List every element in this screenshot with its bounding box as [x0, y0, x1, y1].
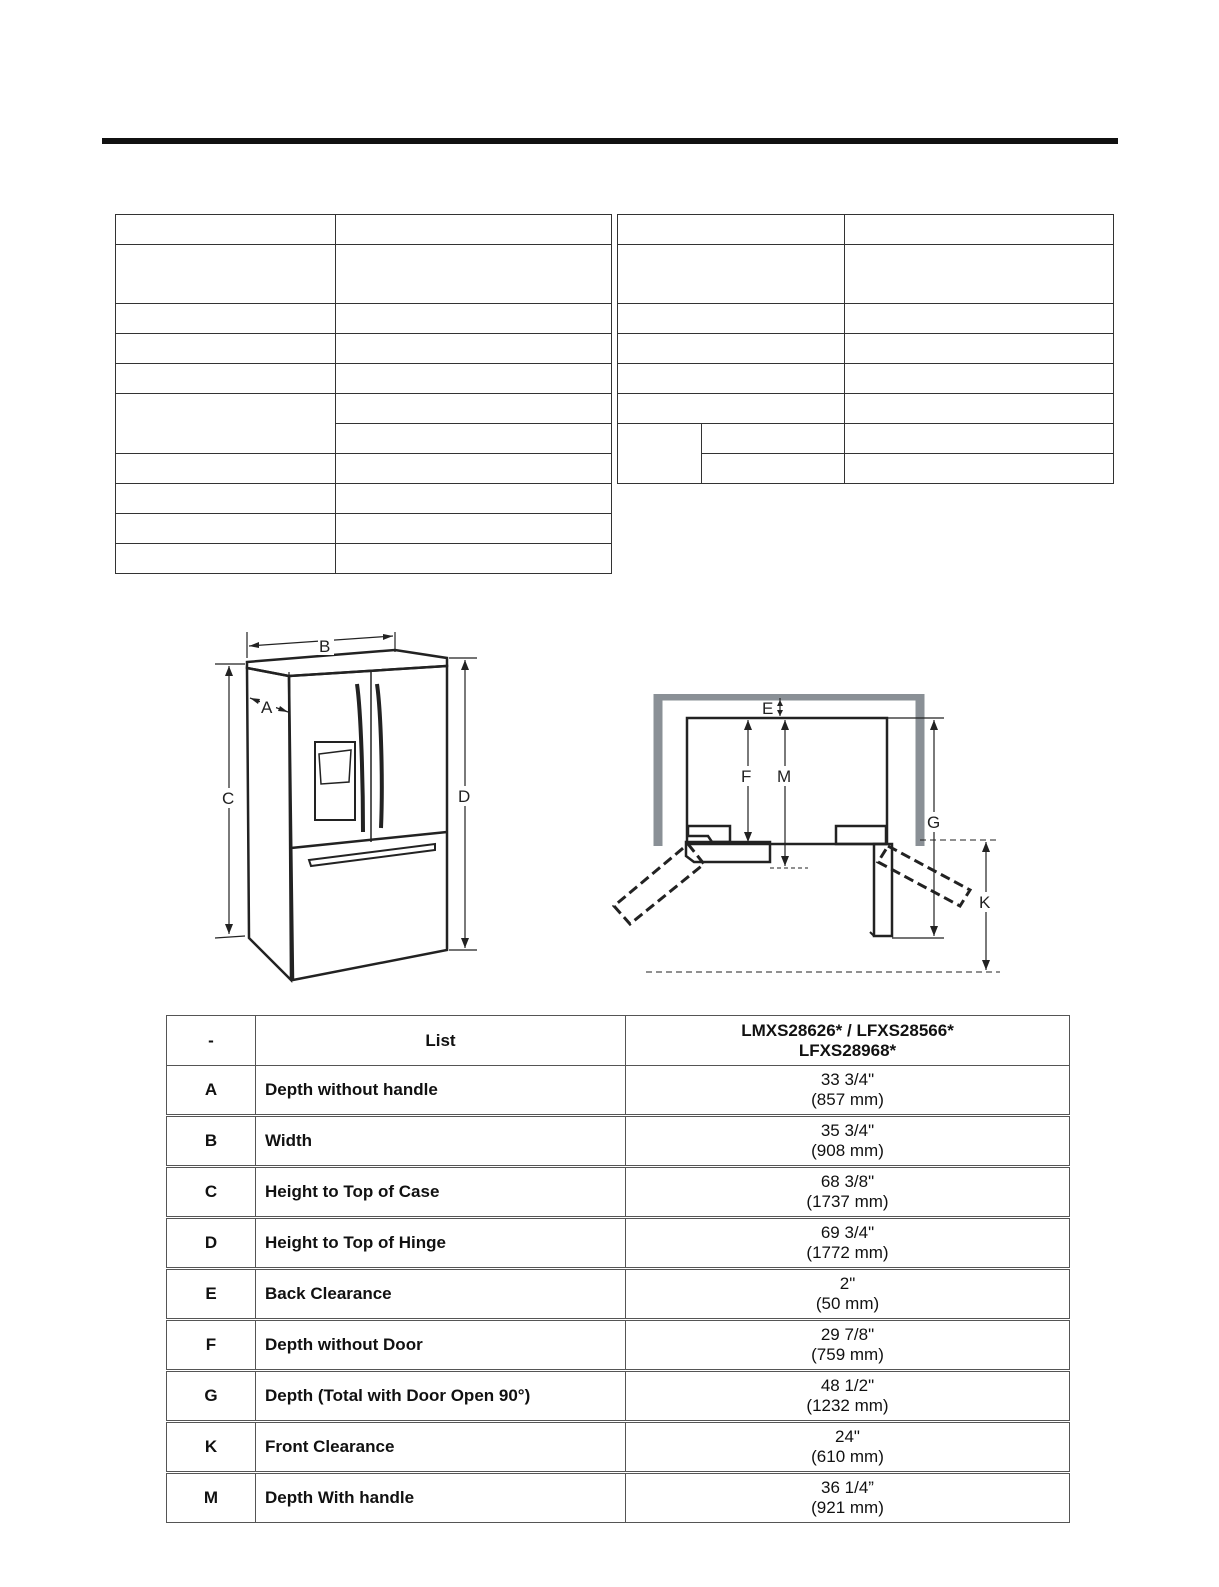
- header-models-line2: LFXS28968*: [798, 1040, 897, 1060]
- row-value: [626, 1167, 1070, 1218]
- header-models: [626, 1016, 1070, 1066]
- value-inches: 68 3/8": [820, 1172, 875, 1191]
- value-mm: (908 mm): [811, 1141, 884, 1160]
- row-label: Width: [256, 1116, 626, 1167]
- row-label: Front Clearance: [256, 1422, 626, 1473]
- row-code: E: [167, 1269, 256, 1320]
- row-value: [626, 1218, 1070, 1269]
- row-label: Depth (Total with Door Open 90°): [256, 1371, 626, 1422]
- value-mm: (1232 mm): [806, 1396, 889, 1415]
- value-inches: 29 7/8": [820, 1325, 875, 1344]
- table-row: [167, 1167, 1070, 1218]
- table-row: [167, 1473, 1070, 1523]
- row-code: F: [167, 1320, 256, 1371]
- row-label: Back Clearance: [256, 1269, 626, 1320]
- value-mm: (921 mm): [811, 1498, 884, 1517]
- row-label: Depth without Door: [256, 1320, 626, 1371]
- table-row: [167, 1218, 1070, 1269]
- table-row: [167, 1066, 1070, 1116]
- row-code: G: [167, 1371, 256, 1422]
- label-B: B: [319, 637, 331, 656]
- value-mm: (1737 mm): [806, 1192, 889, 1211]
- value-inches: 48 1/2": [820, 1376, 875, 1395]
- dimension-table: [166, 1015, 1070, 1523]
- row-code: M: [167, 1473, 256, 1523]
- row-code: D: [167, 1218, 256, 1269]
- label-K: K: [979, 893, 991, 912]
- value-mm: (50 mm): [815, 1294, 880, 1313]
- fridge-dimension-diagram: [215, 632, 495, 1004]
- spec-table-right: [617, 214, 1114, 484]
- header-list: List: [256, 1016, 626, 1066]
- row-code: B: [167, 1116, 256, 1167]
- row-label: Depth With handle: [256, 1473, 626, 1523]
- clearance-plan-diagram: [612, 694, 1024, 989]
- table-row: [167, 1269, 1070, 1320]
- row-code: C: [167, 1167, 256, 1218]
- table-row: [167, 1371, 1070, 1422]
- value-mm: (610 mm): [811, 1447, 884, 1466]
- row-value: [626, 1066, 1070, 1116]
- table-row: [167, 1422, 1070, 1473]
- row-value: [626, 1116, 1070, 1167]
- value-inches: 69 3/4": [820, 1223, 875, 1242]
- value-mm: (857 mm): [811, 1090, 884, 1109]
- value-inches: 24": [835, 1427, 860, 1446]
- label-F: F: [741, 767, 752, 786]
- table-row: [167, 1320, 1070, 1371]
- label-C: C: [222, 789, 235, 808]
- row-value: [626, 1473, 1070, 1523]
- row-label: Height to Top of Hinge: [256, 1218, 626, 1269]
- row-value: [626, 1320, 1070, 1371]
- row-value: [626, 1371, 1070, 1422]
- value-mm: (1772 mm): [806, 1243, 889, 1262]
- row-code: K: [167, 1422, 256, 1473]
- table-row: [167, 1116, 1070, 1167]
- value-inches: 36 1/4”: [821, 1478, 874, 1497]
- value-inches: 2": [839, 1274, 856, 1293]
- row-value: [626, 1269, 1070, 1320]
- spec-table-left: [115, 214, 612, 574]
- value-inches: 33 3/4": [820, 1070, 875, 1089]
- label-M: M: [777, 767, 792, 786]
- table-header-row: [167, 1016, 1070, 1066]
- row-code: A: [167, 1066, 256, 1116]
- value-inches: 35 3/4": [820, 1121, 875, 1140]
- header-models-line1: LMXS28626* / LFXS28566*: [741, 1020, 954, 1040]
- header-code: -: [167, 1016, 256, 1066]
- label-E: E: [762, 699, 774, 718]
- label-G: G: [927, 813, 941, 832]
- row-label: Depth without handle: [256, 1066, 626, 1116]
- label-D: D: [458, 787, 471, 806]
- row-label: Height to Top of Case: [256, 1167, 626, 1218]
- header-rule: [102, 138, 1118, 144]
- label-A: A: [261, 698, 273, 717]
- value-mm: (759 mm): [811, 1345, 884, 1364]
- row-value: [626, 1422, 1070, 1473]
